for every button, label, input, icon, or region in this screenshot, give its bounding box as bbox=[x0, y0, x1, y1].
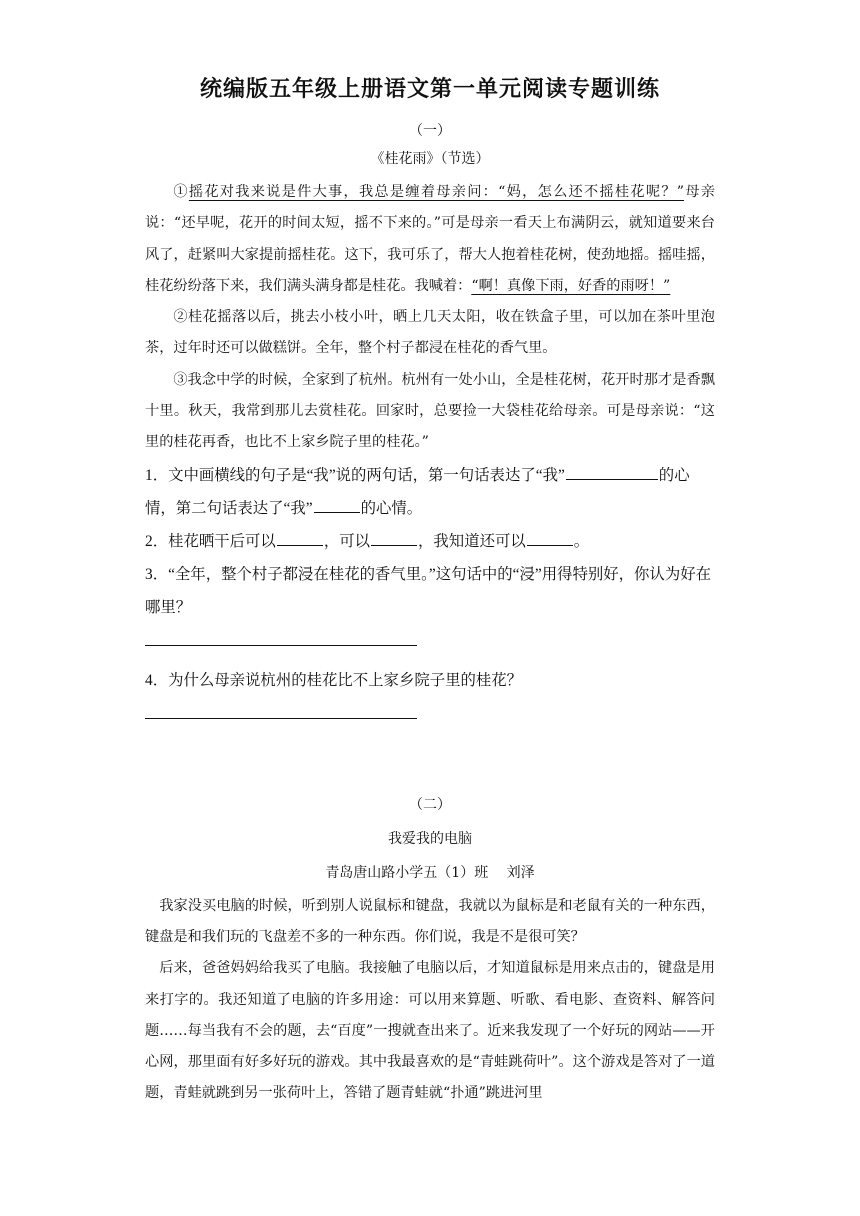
answer-blank[interactable] bbox=[277, 527, 323, 546]
section2-subtitle: 我爱我的电脑 bbox=[388, 830, 472, 847]
section2-label: （二） bbox=[409, 796, 451, 813]
answer-blank[interactable] bbox=[527, 527, 573, 546]
question-text: ，可以 bbox=[323, 532, 371, 550]
question-1 bbox=[145, 459, 715, 525]
section1-subtitle: 《桂花雨》（节选） bbox=[370, 151, 490, 167]
answer-line[interactable] bbox=[145, 644, 417, 646]
question-text: 2．桂花晒干后可以 bbox=[145, 532, 276, 550]
section-spacer bbox=[145, 737, 715, 781]
passage2-paragraph1: 我家没买电脑的时候，听到别人说鼠标和键盘，我就以为鼠标是和老鼠有关的一种东西，键盘是和我们玩的飞盘差不多的一种东西。你们说，我是不是很可笑？ bbox=[145, 897, 715, 945]
passage1-paragraph3: ③我念中学的时候，全家到了杭州。杭州有一处小山，全是桂花树，花开时那才是香飘十里。秋天，我常到那儿去赏桂花。回家时，总要捡一大袋桂花给母亲。可是母亲说：“这里的桂花再香，也比不上家乡院子里的桂花。” bbox=[145, 371, 715, 451]
question-4: 4．为什么母亲说杭州的桂花比不上家乡院子里的桂花？ bbox=[145, 671, 523, 689]
underlined-sentence-2: “啊！真像下雨，好香的雨呀！” bbox=[471, 277, 671, 294]
question-text: 。 bbox=[573, 532, 590, 550]
question-text: ，我知道还可以 bbox=[418, 532, 526, 550]
paragraph-text: 母亲说：“还早呢，花开的时间太短，摇不下来的。”可是母亲一看天上布满阴云，就知道要来台风了，赶紧叫大家提前摇桂花。这下，我可乐了，帮大人抱着桂花树，使劲地摇。摇哇摇，桂花纷纷落下来，我们满头满身都是桂花。我喊着： bbox=[145, 184, 715, 294]
answer-blank[interactable] bbox=[314, 494, 360, 513]
section2-author: 青岛唐山路小学五（1）班 刘泽 bbox=[325, 864, 535, 881]
underlined-sentence-1: 摇花对我来说是件大事，我总是缠着母亲问：“妈，怎么还不摇桂花呢？” bbox=[188, 184, 685, 200]
question-text: 的心情，第二句话表达了“我” bbox=[145, 466, 690, 517]
question-text: 1．文中画横线的句子是“我”说的两句话，第一句话表达了“我” bbox=[145, 466, 565, 484]
answer-blank[interactable] bbox=[371, 527, 417, 546]
passage1-paragraph1 bbox=[145, 177, 715, 302]
answer-blank[interactable] bbox=[566, 461, 658, 480]
section1-label: （一） bbox=[409, 123, 451, 139]
paragraph-number: ① bbox=[173, 184, 189, 200]
document-title: 统编版五年级上册语文第一单元阅读专题训练 bbox=[199, 76, 660, 101]
question-text: 的心情。 bbox=[360, 499, 423, 517]
passage2-paragraph2: 后来，爸爸妈妈给我买了电脑。我接触了电脑以后，才知道鼠标是用来点击的，键盘是用来打字的。我还知道了电脑的许多用途：可以用来算题、听歌、看电影、查资料、解答问题……每当我有不会的题，去“百度”一搜就查出来了。近来我发现了一个好玩的网站——开心网，那里面有好多好玩的游戏。其中我最喜欢的是“青蛙跳荷叶”。这个游戏是答对了一道题，青蛙就跳到另一张荷叶上，答错了题青蛙就“扑通”跳进河里 bbox=[145, 960, 715, 1102]
question-3: 3．“全年，整个村子都浸在桂花的香气里。”这句话中的“浸”用得特别好，你认为好在哪里？ bbox=[145, 565, 711, 616]
answer-line[interactable] bbox=[145, 717, 417, 719]
question-2 bbox=[145, 525, 715, 558]
passage1-paragraph2: ②桂花摇落以后，挑去小枝小叶，晒上几天太阳，收在铁盒子里，可以加在茶叶里泡茶，过年时还可以做糕饼。全年，整个村子都浸在桂花的香气里。 bbox=[145, 309, 715, 357]
